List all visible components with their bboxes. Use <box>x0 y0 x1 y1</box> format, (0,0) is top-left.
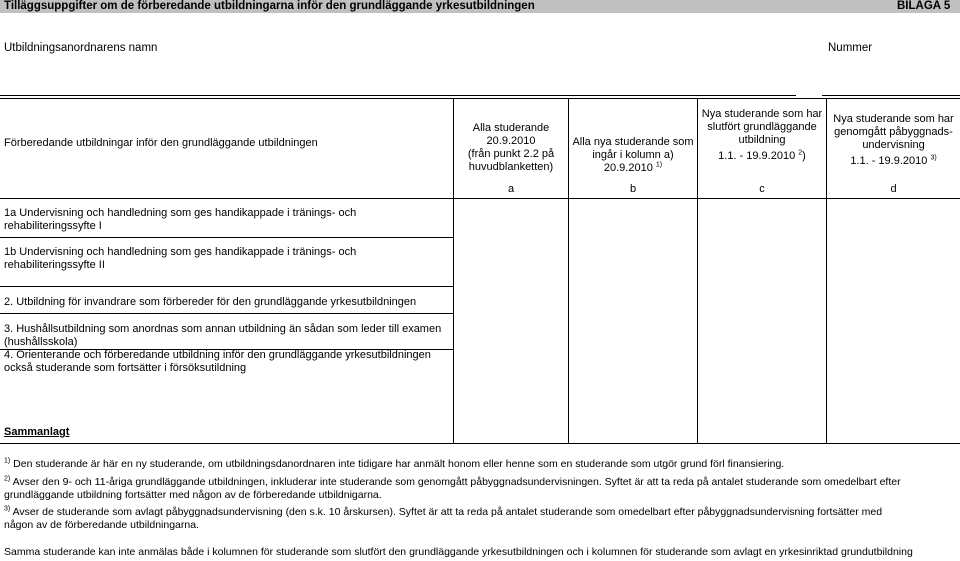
footnote-1 <box>4 458 956 471</box>
page-title: Tilläggsuppgifter om de förberedande utbildningarna inför den grundläggande yrkesutbildningen <box>4 0 535 12</box>
column-b-header <box>569 136 697 175</box>
footnote-3 <box>4 506 956 532</box>
footnote-2-line-2: grundläggande utbildning fortsätter med någon av de förberedande utbildnigarna. <box>4 489 382 501</box>
appendix-label: BILAGA 5 <box>897 0 951 12</box>
footnote-1-text: Den studerande är här en ny studerande, om utbildningsdanordnaren inte tidigare har anmält honom eller henne som en studerande som utgör grund förl finansiering. <box>13 458 785 470</box>
column-c-header <box>698 108 826 163</box>
row-1b-line-1: 1b Undervisning och handledning som ges handikappade i tränings- och <box>4 246 357 258</box>
footnote-3-line-2: någon av de förberedande utbildningarna. <box>4 519 199 531</box>
column-b-line-2: ingår i kolumn a) <box>592 149 674 161</box>
table-bottom-border <box>0 443 960 444</box>
column-a-letter: a <box>507 183 515 195</box>
column-d-header <box>827 113 960 168</box>
row-4-line-1: 4. Orienterande och förberedande utbildning inför den grundläggande yrkesutbildningen <box>4 349 431 361</box>
column-c-line-4 <box>698 150 826 163</box>
footnote-1-marker: 1) <box>4 457 11 465</box>
table-row-3 <box>4 323 441 349</box>
column-c-footnote-ref: 2 <box>798 149 803 157</box>
total-label: Sammanlagt <box>4 426 70 438</box>
column-c-line-2: slutfört grundläggande <box>707 121 817 133</box>
column-d-line-2: genomgått påbyggnads- <box>834 126 953 138</box>
column-d-footnote-ref: 3) <box>930 154 937 162</box>
column-b-footnote-ref: 1) <box>655 161 663 169</box>
column-c-line-3: utbildning <box>738 134 786 146</box>
column-c-line-1: Nya studerande som har <box>701 108 823 120</box>
organizer-name-line <box>0 95 796 96</box>
row-1b-line-2: rehabiliteringssyfte II <box>4 259 105 271</box>
row-divider-2 <box>0 313 453 314</box>
column-a-header <box>454 122 568 174</box>
column-b-line-3 <box>569 162 697 175</box>
table-header-bottom-border <box>0 198 960 199</box>
column-d-letter: d <box>890 183 897 195</box>
column-b-date: 20.9.2010 <box>603 162 653 174</box>
footnote-3-line-1: Avser de studerande som avlagt påbyggnadsundervisning (den s.k. 10 årskursen). Syftet är att ta reda på antalet studerande som omedelbart efter påbyggnadsundervisning fortsätter med <box>12 506 883 518</box>
footnote-2-line-1: Avser den 9- och 11-åriga grundläggande utbildningen, inkluderar inte studerande som genomgått påbyggnadsundervisningen. Syftet är att ta reda på antalet studerande som omedelbart efter <box>12 476 901 488</box>
number-label: Nummer <box>828 42 873 54</box>
row-2-line-1: 2. Utbildning för invandrare som förbereder för den grundläggande yrkesutbildningen <box>4 296 417 308</box>
number-line <box>822 95 960 96</box>
table-row-1a <box>4 207 356 233</box>
footnote-3-marker: 3) <box>4 505 11 513</box>
table-row-4 <box>4 349 431 375</box>
column-c-date: 1.1. - 19.9.2010 <box>718 150 796 162</box>
table-row-1b <box>4 246 356 272</box>
table-top-border <box>0 98 960 99</box>
row-3-line-1: 3. Hushållsutbildning som anordnas som annan utbildning än sådan som leder till examen <box>4 323 442 335</box>
row-divider-1a <box>0 237 453 238</box>
column-c-letter: c <box>759 183 765 195</box>
column-d-date: 1.1. - 19.9.2010 <box>850 155 928 167</box>
organizer-name-label: Utbildningsanordnarens namn <box>4 42 158 54</box>
table-row-2 <box>4 296 416 309</box>
row-divider-1b <box>0 286 453 287</box>
column-d-line-1: Nya studerande som har <box>833 113 954 125</box>
column-b-line-1: Alla nya studerande som <box>572 136 694 148</box>
footnote-2 <box>4 476 956 502</box>
row-1a-line-1: 1a Undervisning och handledning som ges handikappade i tränings- och <box>4 207 357 219</box>
row-1a-line-2: rehabiliteringssyfte I <box>4 220 102 232</box>
footnote-2-marker: 2) <box>4 475 11 483</box>
column-b-letter: b <box>629 183 637 195</box>
row-header-label: Förberedande utbildningar inför den grundläggande utbildningen <box>4 137 318 149</box>
column-a-line-3: (från punkt 2.2 på <box>467 148 555 160</box>
column-a-line-4: huvudblanketten) <box>468 161 554 173</box>
closing-note: Samma studerande kan inte anmälas både i kolumnen för studerande som slutfört den grundläggande yrkesutbildningen och i kolumnen för studerande som avlagt en yrkesinriktad grundutbildning <box>4 546 913 558</box>
column-a-line-1: Alla studerande <box>472 122 550 134</box>
column-d-line-4 <box>827 155 960 168</box>
column-d-line-3: undervisning <box>862 139 925 151</box>
row-3-line-2: (hushållsskola) <box>4 336 78 348</box>
column-c-paren: ) <box>802 150 806 162</box>
column-a-line-2: 20.9.2010 <box>486 135 536 147</box>
row-4-line-2: också studerande som fortsätter i försöksutildning <box>4 362 247 374</box>
